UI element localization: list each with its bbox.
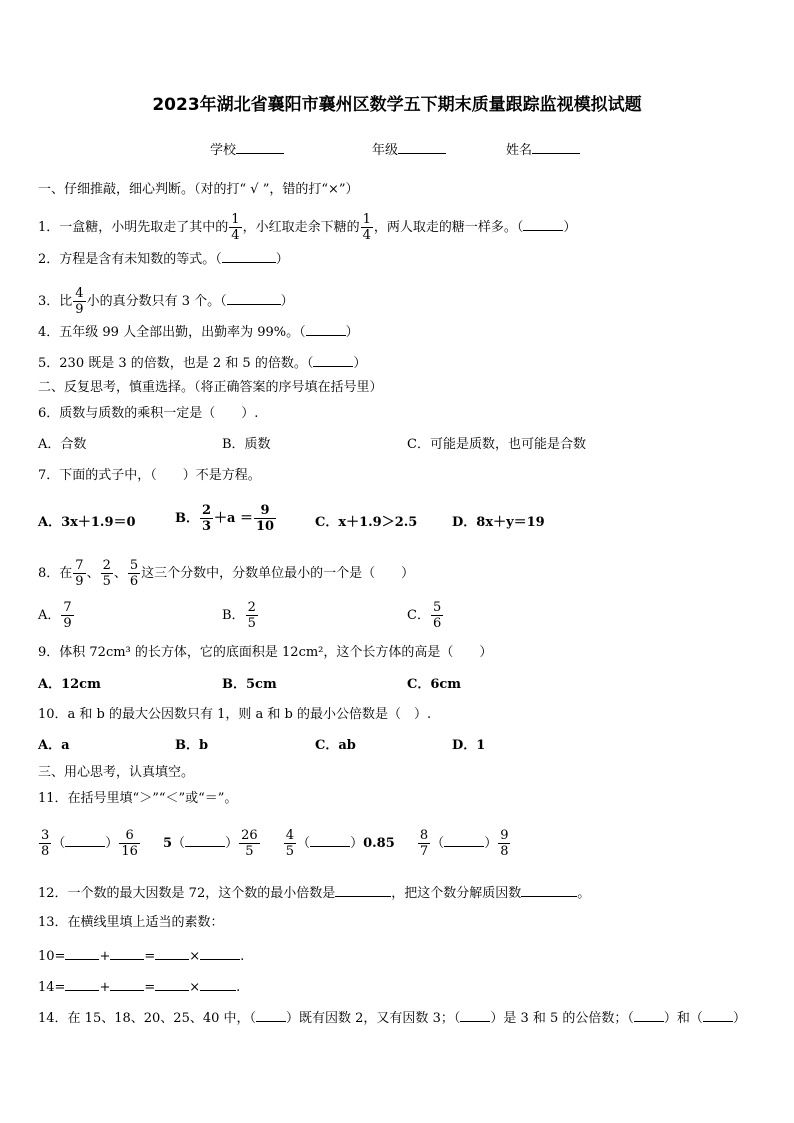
question-4: 4．五年级 99 人全部出勤，出勤率为 99%。（ ）	[38, 325, 359, 340]
question-1: 1．一盒糖，小明先取走了其中的 $\frac{1}{4}$ ，小红取走余下糖的 $\frac{1}{4}$ ，两人取走的糖一样多。（ ）	[38, 212, 577, 243]
fraction: $\frac{7}{9}$	[63, 600, 72, 631]
answer-blank[interactable]	[256, 1009, 286, 1022]
name-field[interactable]	[506, 141, 580, 159]
grade-field[interactable]	[372, 141, 446, 159]
fraction: $\frac{7}{9}$	[75, 558, 84, 589]
q7-option-a[interactable]: A．3x＋1.9＝0	[38, 515, 136, 530]
school-field[interactable]	[210, 141, 284, 159]
q6-option-b[interactable]: B．质数	[222, 437, 271, 452]
page-title: 2023年湖北省襄阳市襄州区数学五下期末质量跟踪监视模拟试题	[152, 95, 642, 115]
fraction: $\frac{1}{4}$	[231, 212, 240, 243]
q9-option-a[interactable]: A．12cm	[38, 677, 101, 692]
fraction: $\frac{8}{7}$	[419, 828, 429, 859]
answer-blank[interactable]	[110, 947, 144, 960]
fraction: $\frac{5}{6}$	[432, 600, 442, 631]
section-2-heading: 二、反复思考，慎重选择。（将正确答案的序号填在括号里）	[38, 380, 383, 395]
answer-blank[interactable]	[65, 834, 105, 847]
question-2: 2．方程是含有未知数的等式。（ ）	[38, 252, 289, 267]
question-7: 7．下面的式子中，（ ）不是方程。	[38, 468, 261, 483]
answer-blank[interactable]	[335, 884, 391, 897]
q9-option-c[interactable]: C．6cm	[407, 677, 462, 692]
q10-option-c[interactable]: C．ab	[315, 738, 356, 753]
grade-label: 年级	[372, 143, 399, 158]
fraction: $\frac{9}{8}$	[500, 828, 509, 859]
answer-blank[interactable]	[155, 978, 189, 991]
q8-option-b[interactable]: B． $\frac{2}{5}$	[222, 600, 256, 631]
fraction: $\frac{6}{16}$	[121, 828, 138, 859]
fraction: $\frac{2}{5}$	[247, 600, 256, 631]
fraction: $\frac{2}{3}$	[202, 503, 212, 534]
answer-blank[interactable]	[185, 834, 225, 847]
answer-blank[interactable]	[110, 978, 144, 991]
answer-blank[interactable]	[306, 323, 346, 336]
fraction: $\frac{2}{5}$	[102, 558, 111, 589]
section-1-heading: 一、仔细推敲，细心判断。（对的打“ √ ”，错的打“×”）	[38, 182, 359, 197]
question-13-row-1: 10= + = × .	[38, 949, 245, 964]
question-12: 12．一个数的最大因数是 72，这个数的最小倍数是 ，把这个数分解质因数 。	[38, 886, 591, 901]
answer-blank[interactable]	[65, 978, 99, 991]
answer-blank[interactable]	[634, 1009, 664, 1022]
question-11: 11．在括号里填“＞”“＜”或“＝”。	[38, 791, 238, 806]
fraction: $\frac{5}{6}$	[129, 558, 139, 589]
question-3: 3．比 $\frac{4}{9}$ 小的真分数只有 3 个。（ ）	[38, 286, 294, 317]
question-6: 6．质数与质数的乘积一定是（ ）.	[38, 406, 259, 421]
fraction: $\frac{3}{8}$	[41, 828, 50, 859]
answer-blank[interactable]	[313, 354, 353, 367]
question-11-comparisons: $\frac{3}{8}$ （ ） $\frac{6}{16}$ 5（ ） $\frac{26}{5}$ $\frac{4}{5}$ （ ）0.85 $\frac{8}{7}$ （ ） $\frac{9}{8}$	[41, 828, 509, 859]
q10-option-d[interactable]: D．1	[452, 738, 486, 753]
fraction: $\frac{26}{5}$	[241, 828, 258, 859]
q7-option-c[interactable]: C．x＋1.9＞2.5	[315, 515, 418, 530]
q8-option-c[interactable]: C． $\frac{5}{6}$	[407, 600, 442, 631]
answer-blank[interactable]	[227, 292, 281, 305]
school-label: 学校	[210, 143, 237, 158]
answer-blank[interactable]	[200, 947, 240, 960]
answer-blank[interactable]	[703, 1009, 733, 1022]
answer-blank[interactable]	[65, 947, 99, 960]
question-5: 5．230 既是 3 的倍数，也是 2 和 5 的倍数。（ ）	[38, 356, 367, 371]
answer-blank[interactable]	[523, 218, 563, 231]
q8-option-a[interactable]: A． $\frac{7}{9}$	[38, 600, 72, 631]
question-13: 13．在横线里填上适当的素数：	[38, 915, 224, 930]
fraction: $\frac{4}{5}$	[285, 828, 295, 859]
fraction: $\frac{4}{9}$	[75, 286, 84, 317]
q6-option-a[interactable]: A．合数	[38, 437, 87, 452]
answer-blank[interactable]	[222, 250, 276, 263]
answer-blank[interactable]	[155, 947, 189, 960]
q10-option-a[interactable]: A．a	[38, 738, 70, 753]
answer-blank[interactable]	[444, 834, 484, 847]
answer-blank[interactable]	[521, 884, 577, 897]
answer-blank[interactable]	[200, 978, 236, 991]
q6-option-c[interactable]: C．可能是质数，也可能是合数	[407, 437, 586, 452]
question-10: 10．a 和 b 的最大公因数只有 1，则 a 和 b 的最小公倍数是（ ）.	[38, 707, 432, 722]
q7-option-b[interactable]: B． $\frac{2}{3}$ ＋a ＝ $\frac{9}{10}$	[175, 503, 275, 534]
question-13-row-2: 14= + = × .	[38, 980, 241, 995]
answer-blank[interactable]	[310, 834, 350, 847]
section-3-heading: 三、用心思考，认真填空。	[38, 765, 195, 780]
name-label: 姓名	[506, 143, 533, 158]
q10-option-b[interactable]: B．b	[175, 738, 209, 753]
fraction: $\frac{9}{10}$	[256, 503, 275, 534]
q7-option-d[interactable]: D．8x＋y＝19	[452, 515, 545, 530]
q9-option-b[interactable]: B．5cm	[222, 677, 277, 692]
answer-blank[interactable]	[460, 1009, 490, 1022]
question-9: 9．体积 72cm³ 的长方体，它的底面积是 12cm²，这个长方体的高是（ ）	[38, 645, 493, 660]
question-14: 14．在 15、18、20、25、40 中，（ ）既有因数 2，又有因数 3；（ ）是 3 和 5 的公倍数；（ ）和（ ）	[38, 1011, 746, 1026]
question-8: 8．在 $\frac{7}{9}$ 、 $\frac{2}{5}$ 、 $\frac{5}{6}$ 这三个分数中，分数单位最小的一个是（ ）	[38, 558, 415, 589]
fraction: $\frac{1}{4}$	[362, 212, 371, 243]
